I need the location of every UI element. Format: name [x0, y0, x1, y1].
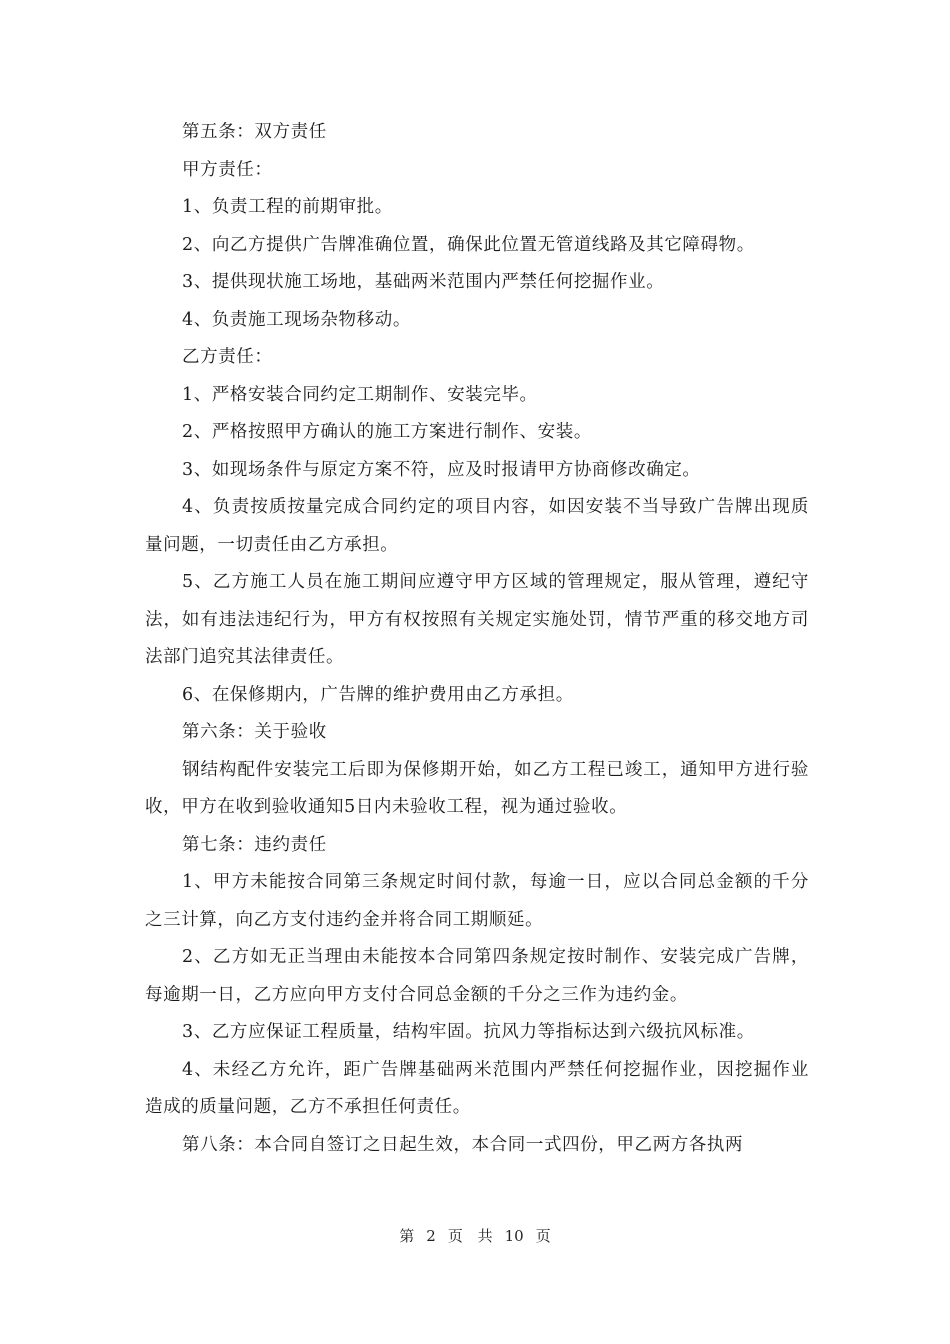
footer-label-end: 页 — [535, 1227, 551, 1245]
page-footer — [0, 1226, 950, 1246]
footer-label-page: 第 — [399, 1227, 415, 1245]
current-page-number: 2 — [426, 1227, 436, 1245]
party-b-item-3: 3、如现场条件与原定方案不符，应及时报请甲方协商修改确定。 — [182, 459, 701, 480]
party-b-item-6: 6、在保修期内，广告牌的维护费用由乙方承担。 — [182, 684, 574, 705]
footer-label-of: 页 共 — [447, 1227, 493, 1245]
party-a-item-2: 2、向乙方提供广告牌准确位置，确保此位置无管道线路及其它障碍物。 — [182, 234, 755, 255]
clause-7-item-1: 1、甲方未能按合同第三条规定时间付款，每逾一日，应以合同总金额的千分之三计算，向乙方支付违约金并将合同工期顺延。 — [145, 872, 809, 930]
party-a-item-3: 3、提供现状施工场地，基础两米范围内严禁任何挖掘作业。 — [182, 272, 665, 292]
total-pages-number: 10 — [504, 1227, 524, 1245]
party-b-item-2: 2、严格按照甲方确认的施工方案进行制作、安装。 — [182, 422, 592, 442]
clause-6-body: 钢结构配件安装完工后即为保修期开始，如乙方工程已竣工，通知甲方进行验收，甲方在收到验收通知5日内未验收工程，视为通过验收。 — [145, 759, 809, 817]
party-b-item-4: 4、负责按质按量完成合同约定的项目内容，如因安装不当导致广告牌出现质量问题，一切责任由乙方承担。 — [145, 497, 809, 555]
party-a-heading: 甲方责任： — [182, 159, 273, 180]
party-b-heading: 乙方责任： — [182, 347, 273, 367]
party-a-item-4: 4、负责施工现场杂物移动。 — [182, 309, 411, 330]
party-a-item-1: 1、负责工程的前期审批。 — [182, 197, 393, 217]
clause-7-item-4: 4、未经乙方允许，距广告牌基础两米范围内严禁任何挖掘作业，因挖掘作业造成的质量问题，乙方不承担任何责任。 — [145, 1059, 809, 1117]
clause-8-text: 第八条：本合同自签订之日起生效，本合同一式四份，甲乙两方各执两 — [182, 1134, 744, 1155]
clause-7-item-3: 3、乙方应保证工程质量，结构牢固。抗风力等指标达到六级抗风标准。 — [182, 1022, 755, 1042]
document-body — [145, 114, 809, 1164]
party-b-item-5: 5、乙方施工人员在施工期间应遵守甲方区域的管理规定，服从管理，遵纪守法，如有违法违纪行为，甲方有权按照有关规定实施处罚，情节严重的移交地方司法部门追究其法律责任。 — [145, 572, 809, 667]
clause-7-item-2: 2、乙方如无正当理由未能按本合同第四条规定按时制作、安装完成广告牌，每逾期一日，乙方应向甲方支付合同总金额的千分之三作为违约金。 — [145, 947, 809, 1005]
clause-5-heading: 第五条：双方责任 — [182, 122, 327, 142]
clause-6-heading: 第六条：关于验收 — [182, 722, 327, 742]
clause-7-heading: 第七条：违约责任 — [182, 834, 327, 855]
party-b-item-1: 1、严格安装合同约定工期制作、安装完毕。 — [182, 384, 538, 405]
